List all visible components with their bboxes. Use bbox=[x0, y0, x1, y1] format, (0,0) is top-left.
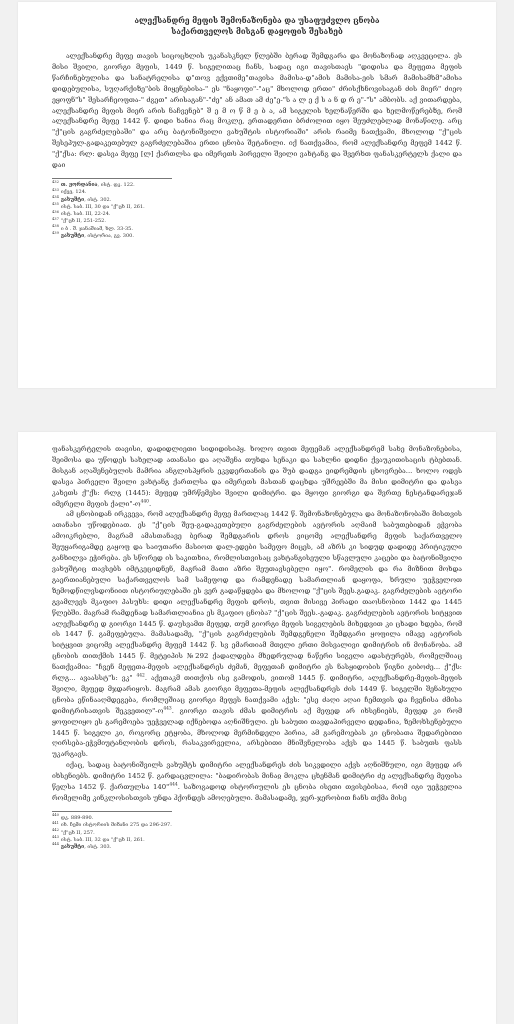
footnote-number: 440 bbox=[52, 813, 59, 818]
footnote-ref: 440 bbox=[140, 499, 149, 505]
footnote-ref: 442 bbox=[136, 673, 145, 679]
footnote-author: ვახუშტი bbox=[60, 844, 85, 851]
footnote-text: "ქ"ცხ II, 251-252. bbox=[60, 218, 106, 225]
document-page-1 bbox=[18, 2, 496, 388]
page-1-body bbox=[52, 51, 462, 171]
footnote-text: ი ბ . შ. ჯანაშიამ, ხლ. 33-35. bbox=[60, 225, 133, 232]
paragraph-text: . გიორგი თავის ძმას დიმიტრის აქ მეფედ არ იხსენიებს, მეფედ კი რომ ყოფილიყო ეს გარემოება უეჭველად იქნებოდა აღნიშნული. ეს საბუთი თავდაპირველი დედანია, ზემოხსენებული 1445 წ. სიგელი კი, როგორც ეტყობა, მხოლოდ მერმინდელი პირია, ამ გარემოებას კი ცნობათა შედარებითი ღირსება-ეჭვმიუტანლობის დროს, რასაკვირველია, არსებითი მნიშვნელობა აქვს და 1445 წ. საბუთს ფასს უკარგავს. bbox=[52, 706, 462, 759]
paragraph-text: იქაც, სადაც ბატონიშვილს ვახუშტს დიმიტრი ალექსანდრეს ძის სიკვდილი აქვს აღნიშნული, იგი მეფედ არ იხსენიებს. დიმიტრი 1452 წ. გარდაცვლილა: "ბადირობას მინაჲ მოკლა ცხენმან დიმიტრი ძე ალექსანდრე მეფისა წელსა 1452 წ. ქართულსა 140" bbox=[52, 761, 462, 792]
footnote-number: 433 bbox=[52, 187, 59, 192]
page-1-paragraph: ალექსანდრე მეფე თავის სიცოცხლის უკანასკნელ წლებში ბერად შემდგარა და მონაზონად აღკვეცილა. ეს მისი შვილი, გიორგი მეფის, 1449 წ. სიგელითაც ჩანს, სადაც იგი თავისთავს "დიდისა და მეფეთა მეფის წარჩინებულისა და სანატრელისა დ"თოვ ექვთიმე"თავისა მამისა-დ"ამის მამისა-ეის სმარ მამისამხმ"ამისა დიდებულისა, სუღარქიზე"ბის მიყენებისა-" ეს "ნაყოფი"-"აც" მხოლოდ ერთი" ძრისქხნოვისაგან ძის მიერ" ძიეო ეყოფნ"ს" შესარჩეოფთა-" ძგეთ" არისაგან"-"ძე" ან ამათ ამ ძე"ე-"ს ა ლ ე ქ ს ა ნ დ რ ე"-"ს" ამბობს. აქ ვითარდება, ალექსანდრე მეფის მიერ არის ნაჩვენებ" შ ე მ ო წ მ ე ბ ა, ამ სიგელის ხელნაწერში და ხელმოწერებზე, რომ ალექსანდრე მეფე 1442 წ. დიდი ხანია რაც მოკლე, ერთადერთი ბრძოლით იყო შეუძლებლად მონაწილე. არც "ქ"ცის გაგრძელებაში" და არც ბატონიშვილი ვახუშტის ისტორიაში" არის რაიმე ნათქვამი, მხოლოდ "ქ"ცის შესეპულ-გადაკეთებულ გაგრძელებაშია ერთი ცნობა შეტანილი. იქ ნათქვამია, რომ ალექსანდრე მეფემ 1442 წ. "ქ"ქსა: რლ: დასვა მეფე [ლ] ქართლსა და იმერეთს პირველი შვილი ვახტანგ და შვერხთ ფანასკერტელს ქალი და დაი bbox=[52, 52, 462, 170]
footnote-text: იხ. ჩემი ისტორიის მიზანი 275 და 296-297. bbox=[60, 822, 172, 829]
paragraph-text: ფანასკერტელის თავისი, დადიდლიეთი სიდიდისიპყ. ხოლო თვით მეფემან ალექსანდრემ სახე მონაზონებისა, შეიმოსა და უწოდეს სახელად ათანასი და აღაშენა თუხდა სენაკი და სახლნი დიდნი ქვაუკითისაცის ტბებთან. მისგან აღაშენებულის მამრია ანგლისპყრის ეკვდერთანის და შუბ დადგა ეიდრემდის ცხოვრება... ხოლო ოდეს დასვა პირველი შვილი ვახტანგ ქართლსა და იმერეთს მასთან დაცხდა უშრეებში მა მისი დიმიტრი და დასვა კახეთს ქ"ქს: რლგ (1445): მეფედ უმრწემესი შვილი დიმიტრი. და მყოფი გიორგი და შვრთე ნესტანდარეჯან იმერელი მეფის ქალი"-ო bbox=[52, 445, 462, 508]
footnote: $^{444}$ ვახუშტი, ისტ. 303. bbox=[52, 842, 112, 851]
footnote bbox=[52, 822, 462, 829]
page-2-paragraph-1: ფანასკერტელის თავისი, დადიდლიეთი სიდიდისიპყ. ხოლო თვით მეფემან ალექსანდრემ სახე მონაზონებისა, შეიმოსა და უწოდეს სახელად ათანასი და აღაშენა თუხდა სენაკი და სახლნი დიდნი ქვაუკითისაცის ტბებთან. მისგან აღაშენებულის მამრია ანგლისპყრის ეკვდერთანის და შუბ დადგა ეიდრემდის ცხოვრება... ხოლო ოდეს დასვა პირველი შვილი ვახტანგ ქართლსა და იმერეთს მასთან დაცხდა უშრეებში მა მისი დიმიტრი და დასვა კახეთს ქ"ქს: რლგ (1445): მეფედ უმრწემესი შვილი დიმიტრი. და მყოფი გიორგი და შვრთე ნესტანდარეჯან იმერელი მეფის ქალი"-ო$^{440}$. bbox=[52, 445, 462, 508]
footnote-number: 432 bbox=[52, 180, 59, 185]
footnote-text: ისტ. საბ. III, 30 და "ქ"ცხ II, 261. bbox=[60, 203, 145, 210]
page-2-body bbox=[52, 444, 462, 804]
footnote-divider bbox=[52, 178, 172, 179]
footnote-text: ისტ. 302. bbox=[87, 196, 112, 203]
footnote-text: ისტ. საბ. III, 22-24. bbox=[60, 211, 111, 218]
page-2-paragraph-2 bbox=[52, 509, 462, 760]
section-title: ალექსანდრე მეფის შემონაზონება და უსაფუძვლო ცნობა საქართველოს მისგან დაყოფის შესახებ bbox=[134, 16, 380, 36]
footnote: $^{439}$ ვახუშტი, ისტორია, გვ. 300. bbox=[52, 231, 134, 240]
footnote-number: 438 bbox=[52, 224, 59, 229]
page-2-footnotes bbox=[52, 815, 462, 851]
footnote-text: დკ. 889-890. bbox=[60, 814, 94, 821]
footnote-text: ისტ. 303. bbox=[87, 844, 112, 851]
footnote-number: 441 bbox=[52, 820, 59, 825]
footnote bbox=[52, 218, 462, 225]
footnote-author: ვახუშტი bbox=[60, 233, 85, 240]
paragraph-text: . აქეთაკმ თითქოს ისე გამოდის, ვითომ 1445 წ. დიმიტრი, ალექსანდრე-მეფის-მეფის შვილი, მეფედ მჯდარიყოს. მაგრამ ამას გიორგი მეფეთა-მეფის ალექსანდრეს ძის 1449 წ. სიგელში შენახული ცნობა ეწინააღმდეგება, რომლეშიაც გიორგი მეფეს ნათქვამი აქვს: "ესე ძაღი აღაი ჩემთვის და ჩვენისა ძმისა დიმიტრისათვის შეკვეთილ"-ო bbox=[52, 674, 462, 715]
paragraph-text: ამ ცნობიდან ირკვევა, რომ ალექსანდრე მეფე მართლაც 1442 წ. შემონაზონებულა და მონაზონობაში მისთვის ათანასი უწოდებიათ. ეს "ქ"ცის შეუ-გადაკეთებული გაგრძელების ავტორის აღმაიმ საბუთებიდან ეჭვობა ამოიკრებლი, მაგრამ ამასთანავე ბერად შემდგარის დროს ვიცომე ალექსანდრე მეფის საქართველო შეუყარიგამდე გაყოფ და საიუთარი მასიოთ დალ-ედები სამეფო მიცეს, ამ აზრს კი სიდუდ დადიდე პრიტიკული განხილვა ეჭირება. ეს სწორედ ის საკითხია, რომლისთვისაც ვახტანგისეული სწავლული კაცები და ბატონიშვილი ვახუშტიც თავსებს იმტკეციდნენ, მაგრამ მათი აზრი შეუთავსებელი იყო". რომელის და რა მიზნით მოხდა გაერთიანებული საქართველოს სამ სამეფოდ და რამდენადე სამართლიან დაყოფა, ხრული უეჭველოთ ზემოდწილვსდონიით ისტორიულებაში ეს ვერ გადაწყდება და მხოლოდ "ქ"ცის შეეს.გადაკ. გაგრძელების ავტორი გვამლევს მკაფიო პასუხს: დიდი ალექსანდრე მეფის დროს, თვით მისივე პირადი თაოსნობით 1442 და 1445 წლებში. მაგრამ რამდენად სამართლიანია ეს მკაფიო ცნობა? "ქ"ცის შეეს.-გადაკ. გაგრძელების ავტორის სიტყვით ალექსანდრე დ გიორგი 1445 წ. დაუსვამთ მეფედ, თუმ გიორგი მეფის სიგელების მიხედვით კი ცხადი ხდება, რომ ის 1447 წ. გამეფებულა. მამასადამე, "ქ"ცის გაგრძელების შემდგენელი შემდგარი ყოფილა იმავე ავტორის სიტყვით ვიცომე ალექსანდრე მეფემ 1442 წ. სვ ემართიამ მთელი ერთი მისვალივი დიმიტრის ინ მონანობა. ამ ცნობის თითქმის 1445 წ. მეტეიპის №292 ქადალდება მხედრულად ნაწერი სიგელი ადასტურებს, რომელშიაც ნათქვამია: "ჩვენ მეფეთა-მეფის ალექსანდრეს ძემან, მეფეთაჩ დიმიტრი ეს ნასყიდობის წიგნი გიბოძე... ქ"ქს: რლგ... ავაასსტ"ს: ვკ" bbox=[52, 510, 462, 683]
footnote bbox=[52, 189, 462, 196]
footnote-ref: 444 bbox=[169, 782, 178, 788]
footnote-number: 439 bbox=[52, 231, 59, 236]
footnote-number: 437 bbox=[52, 216, 59, 221]
paragraph-text: . საზოგადოდ ისტორიულის ეს ცნობა ისეთი თვისებისაა, რომ იგი უეჭველია რომელიმე კინკლოსისთვის უნდა ჰქონდეს ამოღებული. მამასადამე, ჯერ-ჯერობით ჩანს თქმა მისე bbox=[52, 783, 462, 802]
footnote-number: 435 bbox=[52, 202, 59, 207]
footnote: $^{434}$ ვახუშტი, ისტ. 302. bbox=[52, 194, 112, 203]
footnote-divider bbox=[52, 811, 172, 812]
footnote-author: ვახუშტი bbox=[60, 196, 85, 203]
footnote-number: 442 bbox=[52, 827, 59, 832]
footnote-author: თ. ჟორდანია bbox=[60, 181, 98, 188]
footnote-ref: 443 bbox=[163, 706, 172, 712]
footnote bbox=[52, 204, 462, 211]
page-2-paragraph-3 bbox=[52, 760, 462, 804]
footnote-text: "ქ"ცხ II, 257. bbox=[60, 829, 95, 836]
footnote-text: ისტ. დკ. 122. bbox=[100, 181, 135, 188]
page-1-footnotes bbox=[52, 182, 462, 240]
footnote-number: 443 bbox=[52, 835, 59, 840]
footnote bbox=[52, 211, 462, 218]
footnote-text: იქვე, 124. bbox=[60, 189, 87, 196]
document-page-2 bbox=[18, 432, 496, 1024]
footnote-number: 444 bbox=[52, 842, 59, 847]
footnote-text: ისტ. საბ. III, 32 და "ქ"ცხ II, 261. bbox=[60, 836, 145, 843]
footnote-number: 436 bbox=[52, 209, 59, 214]
footnote: $^{432}$ თ. ჟორდანია, ისტ. დკ. 122. bbox=[52, 180, 135, 188]
footnote-number: 434 bbox=[52, 194, 59, 199]
footnote-text: ისტორია, გვ. 300. bbox=[87, 233, 134, 240]
